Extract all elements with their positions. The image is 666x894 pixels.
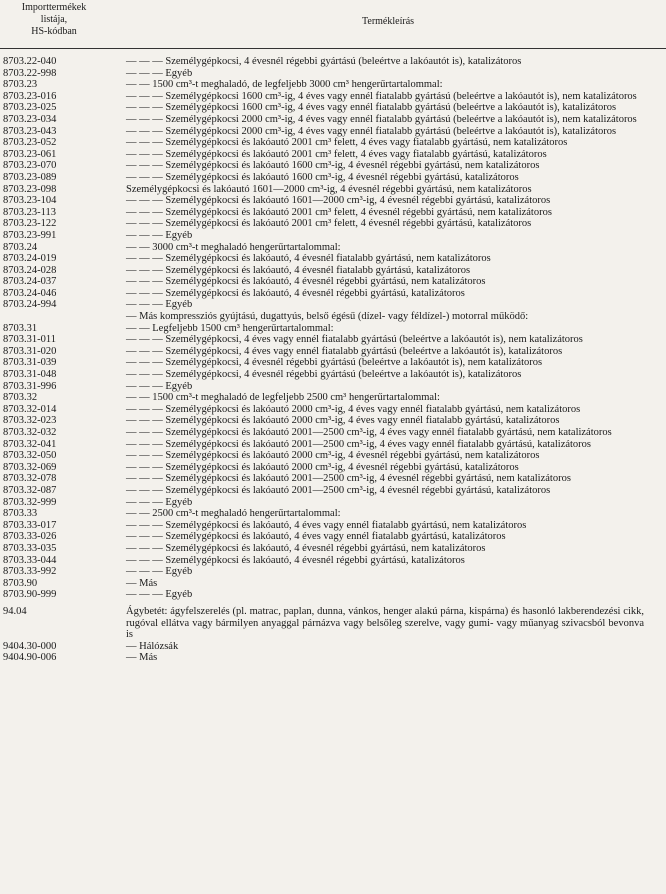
table-row: [0, 369, 666, 381]
hs-code: 8703.32-078: [3, 473, 57, 485]
product-description: — — — Személygépkocsi és lakóautó 2001—2500 cm³-ig, 4 évesnél régebbi gyártású, katalizátoros: [126, 484, 551, 496]
table-row: [0, 531, 666, 543]
table-row: [0, 56, 666, 68]
product-description: — — — Egyéb: [126, 496, 193, 508]
product-description: — — — Egyéb: [126, 67, 193, 79]
product-description: — Más: [126, 577, 158, 589]
product-description: — — — Személygépkocsi 1600 cm³-ig, 4 éves vagy ennél fiatalabb gyártású (beleértve a lakóautót is), nem katalizátoros: [126, 90, 637, 102]
hs-code: 8703.24-046: [3, 287, 57, 299]
product-description: — — — Személygépkocsi és lakóautó 2001—2500 cm³-ig, 4 éves vagy ennél fiatalabb gyártású, nem katalizátoros: [126, 427, 612, 438]
hs-code: 9404.90-006: [3, 652, 57, 664]
table-row: [0, 485, 666, 497]
table-row: [0, 334, 666, 346]
product-description: — — 1500 cm³-t meghaladó de legfeljebb 2500 cm³ hengerűrtartalommal:: [126, 392, 440, 404]
hs-code: 8703.32-999: [3, 496, 57, 508]
product-description: — — — Személygépkocsi, 4 évesnél régebbi gyártású (beleértve a lakóautót is), nem katalizátoros: [126, 357, 543, 369]
product-description: — Hálózsák: [126, 640, 179, 652]
product-description: — — 2500 cm³-t meghaladó hengerűrtartalommal:: [126, 508, 341, 520]
hs-code: 8703.24: [3, 241, 38, 253]
hs-code: 8703.23-016: [3, 90, 57, 102]
hs-code: 8703.23-025: [3, 102, 57, 114]
hs-code: 8703.31-039: [3, 357, 57, 369]
product-description: — — — Személygépkocsi és lakóautó 2000 cm³-ig, 4 éves vagy ennél fiatalabb gyártású, nem katalizátoros: [126, 403, 581, 415]
product-description: — — — Személygépkocsi és lakóautó 2001—2500 cm³-ig, 4 éves vagy ennél fiatalabb gyártású, katalizátoros: [126, 438, 592, 450]
hs-code: 9404.30-000: [3, 640, 57, 652]
table-row: [0, 160, 666, 172]
table-header: [0, 0, 666, 49]
hs-code: 8703.32-050: [3, 450, 57, 462]
product-description: — — — Személygépkocsi és lakóautó 2001 cm³ felett, 4 évesnél régebbi gyártású, katalizátoros: [126, 218, 532, 230]
header-code-line: Importtermékek: [21, 2, 87, 13]
table-row: [0, 381, 666, 393]
product-description: — — — Személygépkocsi és lakóautó 2000 cm³-ig, 4 évesnél régebbi gyártású, nem katalizátoros: [126, 450, 540, 462]
table-row: [0, 543, 666, 555]
product-description: — — — Személygépkocsi és lakóautó 1601—2000 cm³-ig, 4 évesnél régebbi gyártású, katalizátoros: [126, 195, 551, 207]
hs-code: 8703.32-069: [3, 461, 57, 473]
hs-code: 8703.24-019: [3, 253, 57, 265]
hs-code: 8703.23: [3, 79, 38, 91]
table-row: [0, 218, 666, 230]
product-description: Ágybetét: ágyfelszerelés (pl. matrac, paplan, dunna, vánkos, henger alakú párna, kispárna) és hasonló lakberendezési cikk, rugóval ellátva vagy bármilyen anyaggal párnázva vagy belsőleg szerelve, vagy gumi- vagy műanyag szivacsból bevonva is: [126, 605, 644, 641]
table-row: [0, 184, 666, 196]
hs-code: 8703.23-113: [3, 206, 56, 218]
table-row: [0, 346, 666, 358]
header-code-line: listája,: [40, 14, 68, 25]
hs-code: 8703.23-098: [3, 183, 57, 195]
table-row: [0, 195, 666, 207]
hs-code: 8703.31-011: [3, 334, 56, 346]
hs-code: 8703.24-994: [3, 299, 57, 311]
product-description: — — — Személygépkocsi és lakóautó, 4 évesnél régebbi gyártású, nem katalizátoros: [126, 542, 486, 554]
table-row: [0, 91, 666, 103]
product-description: Személygépkocsi és lakóautó 1601—2000 cm³-ig, 4 évesnél régebbi gyártású, nem katalizátoros: [126, 183, 532, 195]
table-row: [0, 652, 666, 664]
header-code-line: HS-kódban: [31, 26, 77, 37]
table-row: [0, 265, 666, 277]
product-description: — — — Személygépkocsi és lakóautó, 4 évesnél fiatalabb gyártású, katalizátoros: [126, 264, 471, 276]
table-row: [0, 68, 666, 80]
product-description: — — — Személygépkocsi és lakóautó 1600 cm³-ig, 4 évesnél régebbi gyártású, katalizátoros: [126, 171, 519, 183]
table-row: [0, 566, 666, 578]
hs-code: 8703.24-028: [3, 264, 57, 276]
table-row: [0, 578, 666, 590]
table-row: [0, 137, 666, 149]
hs-code: 8703.22-040: [3, 56, 57, 67]
table-row: [0, 114, 666, 126]
table-row: [0, 589, 666, 601]
table-body: [0, 56, 666, 664]
table-row: [0, 415, 666, 427]
product-description: — — — Személygépkocsi, 4 évesnél régebbi gyártású (beleértve a lakóautót is), katalizátoros: [126, 369, 522, 381]
hs-code: 8703.32-087: [3, 484, 57, 496]
table-row: [0, 230, 666, 242]
table-row: [0, 508, 666, 520]
table-row: [0, 450, 666, 462]
table-row: [0, 427, 666, 439]
hs-code: 8703.32-014: [3, 403, 57, 415]
table-row: [0, 276, 666, 288]
hs-code: 8703.23-043: [3, 125, 57, 137]
product-description: — — — Személygépkocsi és lakóautó 2000 cm³-ig, 4 évesnél régebbi gyártású, katalizátoros: [126, 461, 519, 473]
table-row: [0, 242, 666, 254]
hs-code: 8703.31-020: [3, 345, 57, 357]
table-row: [0, 207, 666, 219]
product-description: — — — Személygépkocsi és lakóautó, 4 évesnél régebbi gyártású, katalizátoros: [126, 287, 465, 299]
hs-code: 8703.33-044: [3, 554, 57, 566]
header-code-column: [2, 2, 106, 38]
product-description: — — — Egyéb: [126, 229, 193, 241]
product-description: — — — Egyéb: [126, 589, 193, 601]
table-row: [0, 404, 666, 416]
product-description: — — Legfeljebb 1500 cm³ hengerűrtartalommal:: [126, 322, 334, 334]
table-row: [0, 555, 666, 567]
table-row: [0, 473, 666, 485]
table-row: [0, 641, 666, 653]
product-description: — — — Személygépkocsi és lakóautó 2001 cm³ felett, 4 éves vagy fiatalabb gyártású, nem katalizátoros: [126, 137, 568, 149]
hs-code: 8703.90-999: [3, 589, 57, 601]
table-row: [0, 439, 666, 451]
product-description: — — — Személygépkocsi, 4 évesnél régebbi gyártású (beleértve a lakóautót is), katalizátoros: [126, 56, 522, 67]
table-row: [0, 149, 666, 161]
table-row: [0, 79, 666, 91]
product-description: — — — Személygépkocsi 2000 cm³-ig, 4 éves vagy ennél fiatalabb gyártású (beleértve a lakóautót is), nem katalizátoros: [126, 113, 637, 125]
table-row: [0, 288, 666, 300]
hs-code: 8703.33-017: [3, 519, 57, 531]
product-description: — — — Személygépkocsi, 4 éves vagy ennél fiatalabb gyártású (beleértve a lakóautót is), katalizátoros: [126, 345, 563, 357]
product-description: — — — Személygépkocsi és lakóautó, 4 évesnél régebbi gyártású, katalizátoros: [126, 554, 465, 566]
table-row: [0, 126, 666, 138]
hs-code: 8703.33-992: [3, 566, 57, 578]
table-row: [0, 606, 666, 641]
product-description: — — — Személygépkocsi és lakóautó, 4 éves vagy ennél fiatalabb gyártású, nem katalizátoros: [126, 519, 527, 531]
table-row: [0, 102, 666, 114]
product-description: — — — Személygépkocsi és lakóautó 2000 cm³-ig, 4 éves vagy ennél fiatalabb gyártású, katalizátoros: [126, 415, 560, 427]
product-description: — Más: [126, 652, 158, 664]
product-description: — — — Személygépkocsi és lakóautó 2001 cm³ felett, 4 évesnél régebbi gyártású, nem katalizátoros: [126, 206, 552, 218]
hs-code: 8703.23-034: [3, 113, 57, 125]
product-description: — — — Egyéb: [126, 380, 193, 392]
hs-code: 8703.23-122: [3, 218, 57, 230]
product-description: — — — Személygépkocsi 2000 cm³-ig, 4 éves vagy ennél fiatalabb gyártású (beleértve a lakóautót is), katalizátoros: [126, 125, 617, 137]
hs-code: 8703.23-089: [3, 171, 57, 183]
table-row: [0, 357, 666, 369]
table-row: [0, 172, 666, 184]
hs-code: 8703.22-998: [3, 67, 57, 79]
hs-code: 8703.23-070: [3, 160, 57, 172]
hs-code: 94.04: [3, 605, 27, 617]
hs-code: 8703.33-026: [3, 531, 57, 543]
table-row: [0, 299, 666, 311]
product-description: — — 1500 cm³-t meghaladó, de legfeljebb 3000 cm³ hengerűrtartalommal:: [126, 79, 443, 91]
hs-code: 8703.32-041: [3, 438, 57, 450]
hs-code: 8703.23-104: [3, 195, 57, 207]
hs-code: 8703.32-032: [3, 427, 57, 438]
product-description: — — — Személygépkocsi és lakóautó, 4 évesnél fiatalabb gyártású, nem katalizátoros: [126, 253, 491, 265]
table-row: [0, 323, 666, 335]
product-description: — Más kompressziós gyújtású, dugattyús, belső égésű (dízel- vagy féldízel-) motorral működő:: [126, 311, 529, 323]
hs-code: 8703.31: [3, 322, 38, 334]
product-description: — — — Személygépkocsi és lakóautó, 4 évesnél régebbi gyártású, nem katalizátoros: [126, 276, 486, 288]
product-description: — — — Személygépkocsi és lakóautó 1600 cm³-ig, 4 évesnél régebbi gyártású, nem katalizátoros: [126, 160, 540, 172]
hs-code: 8703.24-037: [3, 276, 57, 288]
hs-code: 8703.33-035: [3, 542, 57, 554]
hs-code: 8703.31-048: [3, 369, 57, 381]
table-row: [0, 497, 666, 509]
product-description: — — — Egyéb: [126, 299, 193, 311]
hs-code: 8703.90: [3, 577, 38, 589]
hs-code: 8703.23-991: [3, 229, 57, 241]
table-row: [0, 311, 666, 323]
header-description-column: Termékleírás: [361, 16, 415, 27]
table-row: [0, 520, 666, 532]
table-row: [0, 392, 666, 404]
hs-code: 8703.33: [3, 508, 38, 520]
product-description: — — 3000 cm³-t meghaladó hengerűrtartalommal:: [126, 241, 341, 253]
hs-code: 8703.32: [3, 392, 38, 404]
hs-code: 8703.32-023: [3, 415, 57, 427]
product-description: — — — Személygépkocsi és lakóautó 2001—2500 cm³-ig, 4 évesnél régebbi gyártású, nem katalizátoros: [126, 473, 571, 485]
hs-code: 8703.23-061: [3, 148, 57, 160]
product-description: — — — Egyéb: [126, 566, 193, 578]
product-description: — — — Személygépkocsi 1600 cm³-ig, 4 éves vagy ennél fiatalabb gyártású (beleértve a lakóautót is), katalizátoros: [126, 102, 617, 114]
product-description: — — — Személygépkocsi és lakóautó 2001 cm³ felett, 4 éves vagy fiatalabb gyártású, katalizátoros: [126, 148, 547, 160]
product-description: — — — Személygépkocsi és lakóautó, 4 éves vagy ennél fiatalabb gyártású, katalizátoros: [126, 531, 506, 543]
table-row: [0, 253, 666, 265]
table-row: [0, 462, 666, 474]
product-description: — — — Személygépkocsi, 4 éves vagy ennél fiatalabb gyártású (beleértve a lakóautót is), nem katalizátoros: [126, 334, 583, 346]
hs-code: 8703.23-052: [3, 137, 57, 149]
hs-code: 8703.31-996: [3, 380, 57, 392]
hs-code: [0, 311, 126, 323]
